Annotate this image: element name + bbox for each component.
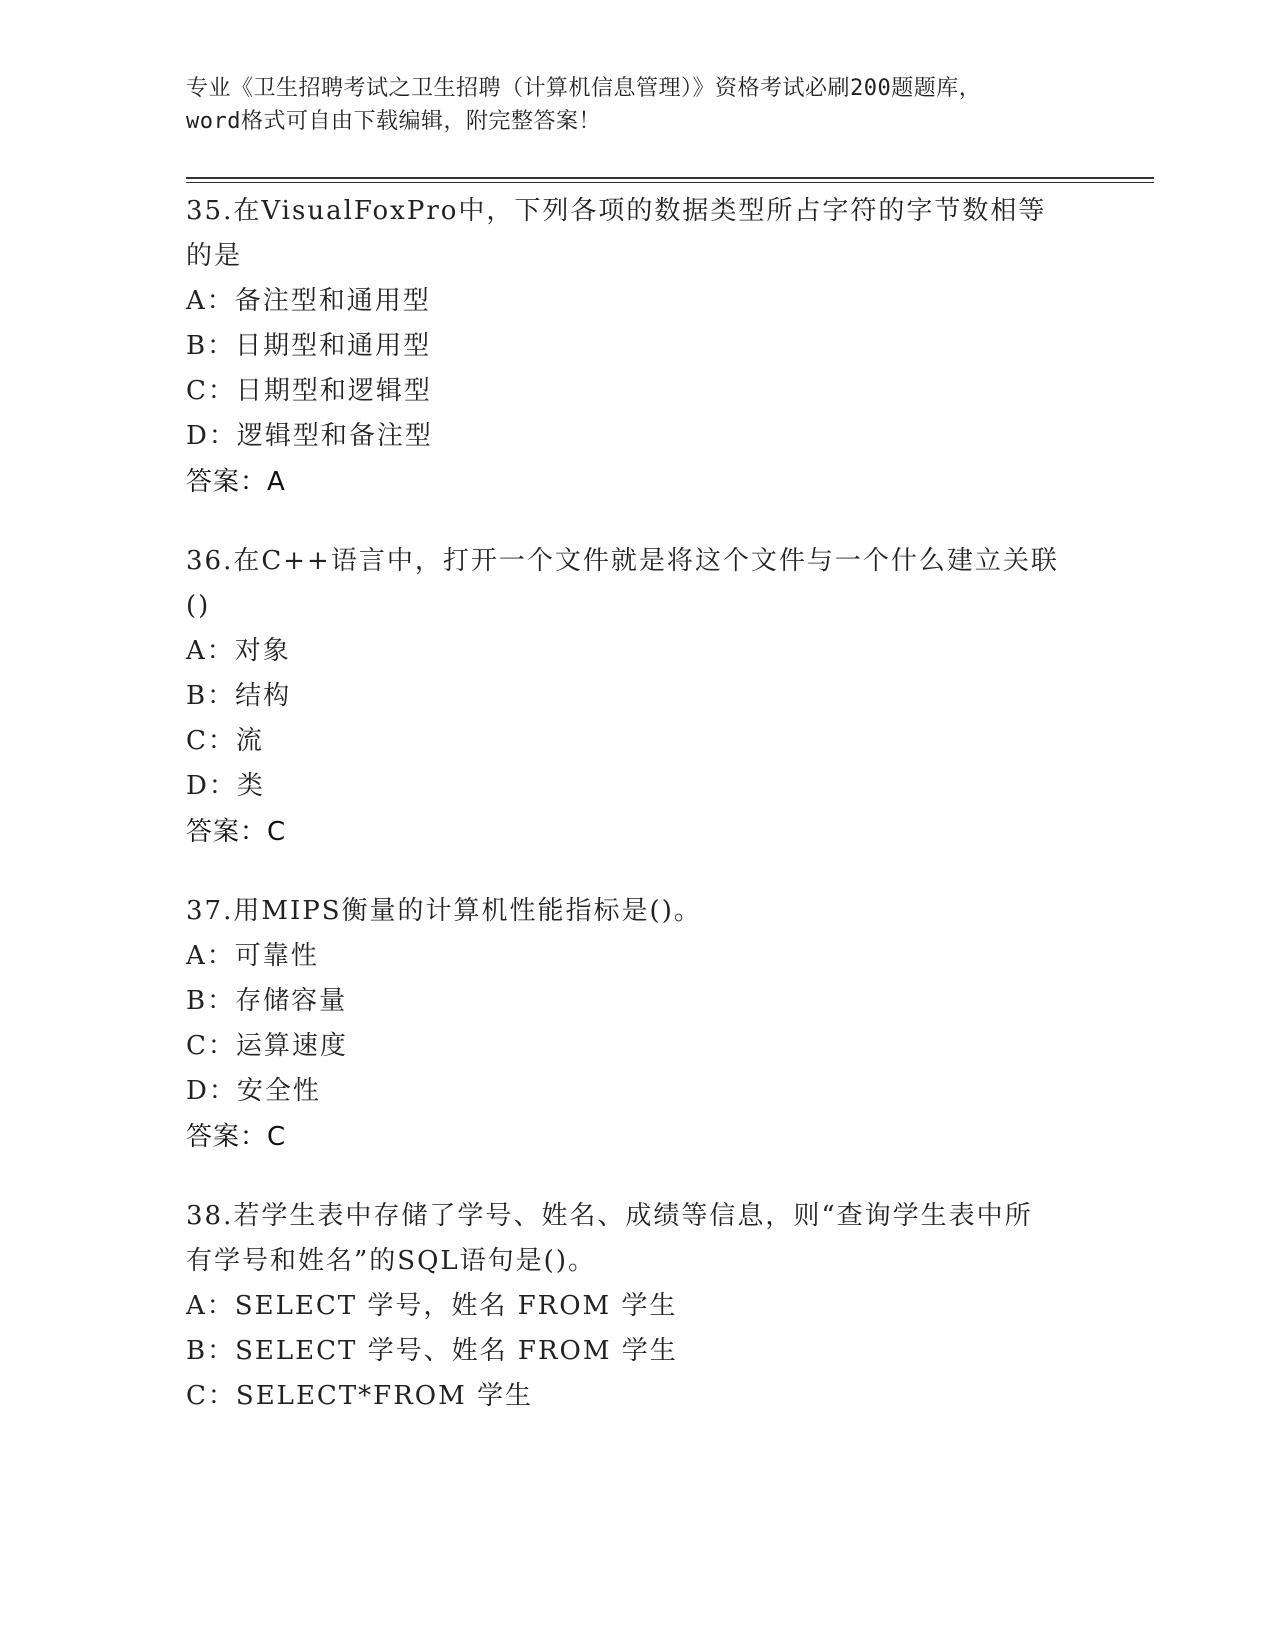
- question-text: [186, 189, 1086, 279]
- question-text-line: 37.用MIPS衡量的计算机性能指标是()。: [186, 896, 702, 926]
- option-b: B：SELECT 学号、姓名 FROM 学生: [186, 1336, 678, 1366]
- question-text: [186, 889, 1086, 934]
- question-list: [186, 189, 1086, 1453]
- question-38: [186, 1194, 1086, 1419]
- option-d: D：逻辑型和备注型: [186, 421, 433, 451]
- option-b: B：日期型和通用型: [186, 331, 432, 361]
- header-divider-thin: [186, 182, 1154, 183]
- answer-label: 答案：A: [186, 467, 286, 497]
- question-35: [186, 189, 1086, 505]
- question-36: [186, 539, 1086, 855]
- header-line-2: word格式可自由下载编辑，附完整答案！: [186, 109, 601, 134]
- option-b: B：存储容量: [186, 986, 348, 1016]
- question-text: [186, 1194, 1086, 1284]
- question-37: [186, 889, 1086, 1160]
- question-text-line: 36.在C++语言中，打开一个文件就是将这个文件与一个什么建立关联: [186, 546, 1059, 576]
- option-c: C：运算速度: [186, 1031, 348, 1061]
- question-text-line: 38.若学生表中存储了学号、姓名、成绩等信息，则“查询学生表中所: [186, 1201, 1033, 1231]
- answer-label: 答案：C: [186, 817, 287, 847]
- document-header: [186, 72, 1086, 138]
- option-d: D：类: [186, 771, 265, 801]
- question-text-line: 有学号和姓名”的SQL语句是()。: [186, 1246, 596, 1276]
- header-line-1: 专业《卫生招聘考试之卫生招聘（计算机信息管理）》资格考试必刷200题题库，: [186, 76, 982, 101]
- option-b: B：结构: [186, 681, 292, 711]
- option-a: A：可靠性: [186, 941, 319, 971]
- option-c: C：日期型和逻辑型: [186, 376, 432, 406]
- question-text: [186, 539, 1086, 629]
- option-a: A：备注型和通用型: [186, 286, 431, 316]
- question-text-line: (): [186, 591, 211, 621]
- option-a: A：SELECT 学号，姓名 FROM 学生: [186, 1291, 678, 1321]
- option-d: D：安全性: [186, 1076, 321, 1106]
- answer-label: 答案：C: [186, 1122, 287, 1152]
- option-c: C：流: [186, 726, 264, 756]
- question-text-line: 35.在VisualFoxPro中，下列各项的数据类型所占字符的字节数相等: [186, 196, 1047, 226]
- header-divider-thick: [186, 177, 1154, 179]
- option-c: C：SELECT*FROM 学生: [186, 1381, 533, 1411]
- option-a: A：对象: [186, 636, 291, 666]
- question-text-line: 的是: [186, 241, 243, 271]
